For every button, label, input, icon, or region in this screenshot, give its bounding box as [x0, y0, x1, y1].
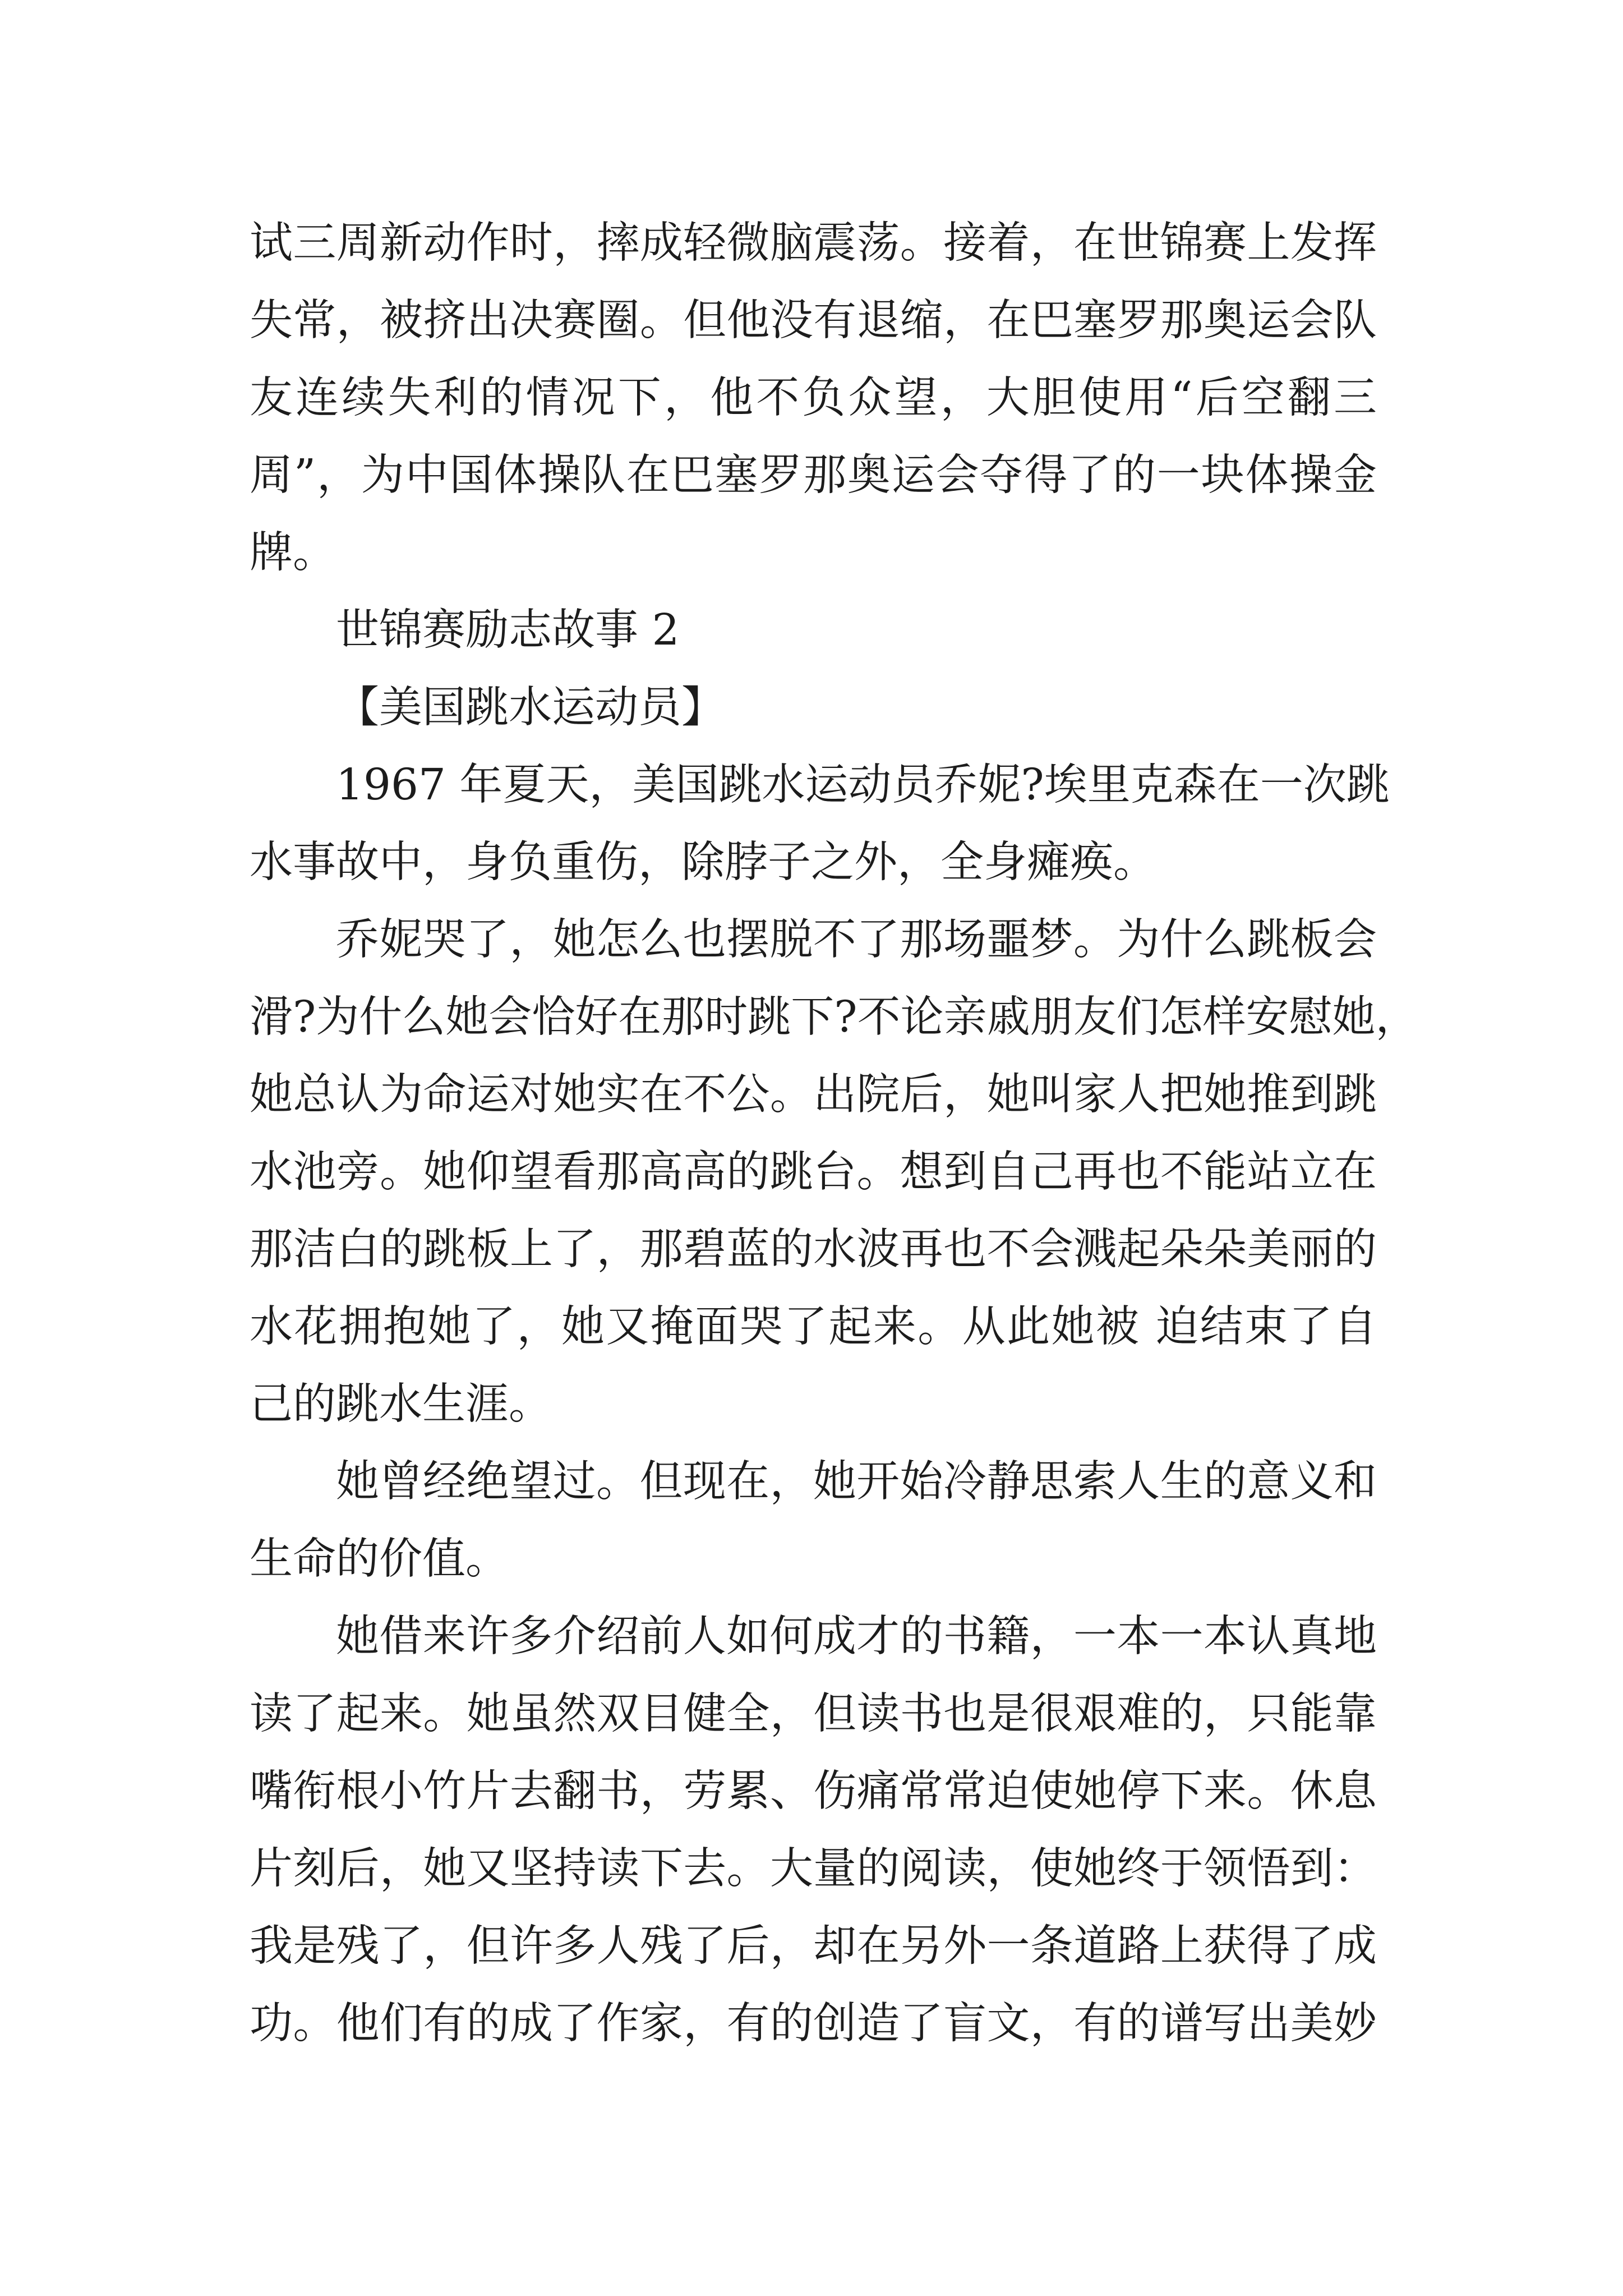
text-line: 乔妮哭了，她怎么也摆脱不了那场噩梦。为什么跳板会: [336, 915, 1377, 965]
section-subheading: 【美国跳水运动员】: [336, 683, 725, 733]
section-heading: 世锦赛励志故事 2: [336, 605, 680, 655]
text-line: 牌。: [250, 528, 336, 578]
text-line: 失常，被挤出决赛圈。但他没有退缩，在巴塞罗那奥运会队: [250, 296, 1377, 346]
text-line: 我是残了，但许多人残了后，却在另外一条道路上获得了成: [250, 1921, 1377, 1971]
document-body: [250, 205, 1419, 2063]
text-line: 她曾经绝望过。但现在，她开始冷静思索人生的意义和: [336, 1457, 1377, 1507]
text-line: 生命的价值。: [250, 1534, 509, 1584]
text-line: 她总认为命运对她实在不公。出院后，她叫家人把她推到跳: [250, 1070, 1377, 1120]
text-line: 读了起来。她虽然双目健全，但读书也是很艰难的，只能靠: [250, 1689, 1377, 1739]
text-line: 那洁白的跳板上了，那碧蓝的水波再也不会溅起朵朵美丽的: [250, 1225, 1377, 1274]
text-line: 水池旁。她仰望看那高高的跳台。想到自己再也不能站立在: [250, 1147, 1377, 1197]
text-line: 水事故中，身负重伤，除脖子之外，全身瘫痪。: [250, 838, 1156, 887]
text-line: 水花拥抱她了，她又掩面哭了起来。从此她被 迫结束了自: [250, 1302, 1377, 1352]
text-line: 片刻后，她又坚持读下去。大量的阅读，使她终于领悟到：: [250, 1844, 1377, 1894]
text-line: 1967 年夏天，美国跳水运动员乔妮?埃里克森在一次跳: [336, 760, 1390, 810]
text-line: 她借来许多介绍前人如何成才的书籍，一本一本认真地: [336, 1612, 1377, 1662]
text-line: 滑?为什么她会恰好在那时跳下?不论亲戚朋友们怎样安慰她，: [250, 992, 1419, 1042]
text-line: 周”，为中国体操队在巴塞罗那奥运会夺得了的一块体操金: [250, 450, 1377, 500]
text-line: 功。他们有的成了作家，有的创造了盲文，有的谱写出美妙: [250, 1999, 1377, 2049]
text-line: 己的跳水生涯。: [250, 1379, 552, 1429]
text-line: 试三周新动作时，摔成轻微脑震荡。接着，在世锦赛上发挥: [250, 218, 1377, 268]
text-line: 友连续失利的情况下，他不负众望，大胆使用“后空翻三: [250, 373, 1377, 423]
text-line: 嘴衔根小竹片去翻书，劳累、伤痛常常迫使她停下来。休息: [250, 1766, 1377, 1816]
